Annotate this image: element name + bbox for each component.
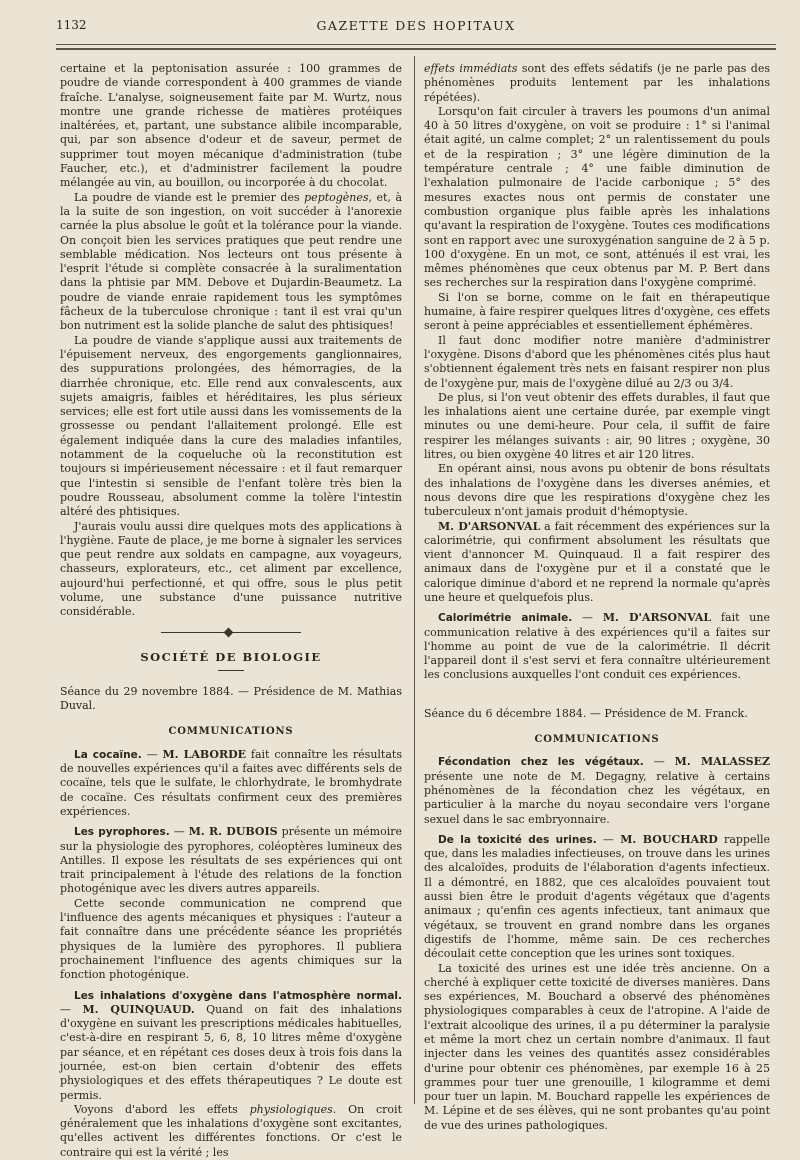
- author-name: M. QUINQUAUD.: [82, 1002, 195, 1016]
- topic-lead: Les inhalations d'oxygène dans l'atmosphère normal.: [74, 989, 402, 1002]
- left-column: [60, 62, 402, 1160]
- emphasis: physiologiques: [249, 1102, 333, 1116]
- topic-lead: De la toxicité des urines.: [438, 833, 597, 846]
- text-run: . On croit généralement que les inhalations d'oxygène sont excitantes, qu'elles activent les différentes fonctions. Or c'est le contraire qui est la vérité ; les: [60, 1102, 402, 1159]
- title-underline: [218, 670, 244, 671]
- section-ornament: [161, 630, 301, 636]
- text-run: Quand on fait des inhalations d'oxygène en suivant les prescriptions médicales habituelles, c'est-à-dire en respirant 5, 6, 8, 10 litres même d'oxygène par séance, et en répétant ces doses deux à trois fois dans la journée, est-on bien certain d'obtenir des effets physiologiques et des effets thérapeutiques ? Le doute est permis.: [60, 1002, 402, 1102]
- paragraph: Il faut donc modifier notre manière d'administrer l'oxygène. Disons d'abord que les phénomènes cités plus haut s'obtiennent également très nets en faisant respirer non plus de l'oxygène pur, mais de l'oxygène dilué au 2/3 ou 3/4.: [424, 333, 770, 390]
- paragraph: Lorsqu'on fait circuler à travers les poumons d'un animal 40 à 50 litres d'oxygène, on voit se produire : 1° si l'animal était agité, un calme complet; 2° un ralentissement du pouls et de la respiration ; 3° une légère diminution de la température centrale ; 4° une faible diminution de l'exhalation pulmonaire de l'acide carbonique ; 5° des mesures exactes nous ont permis de constater une combustion organique plus faible après les inhalations qu'avant la respiration de l'oxygène. Toutes ces modifications sont en rapport avec une suroxygénation sanguine de 2 à 5 p. 100 d'oxygène. En un mot, ce sont, atténués il est vrai, les mêmes phénomènes que ceux obtenus par M. P. Bert dans ses recherches sur la respiration dans l'oxygène comprimé.: [424, 104, 770, 290]
- paragraph: La poudre de viande s'applique aussi aux traitements de l'épuisement nerveux, des engorgements ganglionnaires, des suppurations prolongées, des hémorragies, de la diarrhée chronique, etc. Elle rend aux convalescents, aux sujets amaigris, faibles et héréditaires, les plus sérieux services; elle est fort utile aussi dans les vomissements de la grossesse ou pendant l'allaitement prolongé. Elle est également indiquée dans la cure des maladies infantiles, notamment de la coqueluche où la reconstitution est toujours si impérieusement nécessaire : et il faut remarquer que l'intestin si sensible de l'enfant tolère très bien la poudre Rousseau, absolument comme la tolère l'intestin altéré des phtisiques.: [60, 333, 402, 519]
- header-rule-thick: [56, 48, 776, 50]
- communications-heading: COMMUNICATIONS: [534, 734, 660, 746]
- text-run: rappelle que, dans les maladies infectieuses, on trouve dans les urines des alcaloïdes, produits de l'élaboration d'agents infectieux. Il a démontré, en 1882, que ces alcaloïdes pouvaient tout aussi bien être le produit d'agents végétaux que d'agents animaux ; qu'enfin ces agents infectieux, tant animaux que végétaux, se trouvent en grand nombre dans les organes digestifs de l'homme, même sain. De ces recherches découlait cette conception que les urines sont toxiques.: [424, 832, 771, 961]
- text-run: sont des effets sédatifs (je ne parle pas des phénomènes produits lentement par les inhalations répétées).: [424, 62, 770, 104]
- text-run: Voyons d'abord les effets: [74, 1102, 250, 1116]
- text-run: fait connaître les résultats de nouvelles expériences qu'il a faites avec différents sels de cocaïne, tels que le sulfate, le chlorhydrate, le bromhydrate de cocaïne. Ces résultats confirment ceux des premières expériences.: [60, 747, 402, 818]
- emphasis: peptogènes: [304, 190, 369, 204]
- header-rule-thin: [56, 44, 776, 45]
- communications-heading: COMMUNICATIONS: [168, 726, 294, 738]
- communication-fecondation: Fécondation chez les végétaux. — M. MALASSEZ présente une note de M. Degagny, relative à certains phénomènes de la fécondation chez les végétaux, en particulier à la marche du noyau secondaire vers l'organe sexuel dans le sac embryonnaire.: [424, 755, 770, 826]
- paragraph: La toxicité des urines est une idée très ancienne. On a cherché à expliquer cette toxicité de diverses manières. Dans ses expériences, M. Bouchard a observé des phénomènes physiologiques comparables à ceux de l'atropine. A l'aide de l'extrait alcoolique des urines, il a pu déterminer la paralysie et même la mort chez un certain nombre d'animaux. Il faut injecter dans les veines des quantités assez considérables d'urine pour obtenir ces phénomènes, par exemple 16 à 25 grammes pour tuer une grenouille, 1 kilogramme et demi pour tuer un lapin. M. Bouchard rappelle les expériences de M. Lépine et de ses élèves, qui ne sont probantes qu'au point de vue des urines pathologiques.: [424, 961, 770, 1132]
- communication-pyrophores: Les pyrophores. — M. R. DUBOIS présente un mémoire sur la physiologie des pyrophores, coléoptères lumineux des Antilles. Il expose les résultats de ses expériences qui ont trait principalement à l'étude des relations de la fonction photogénique avec les divers autres appareils.: [60, 825, 402, 896]
- communication-arsonval: [424, 520, 770, 606]
- column-divider: [414, 56, 415, 1104]
- text-run: présente un mémoire sur la physiologie des pyrophores, coléoptères lumineux des Antilles. Il expose les résultats de ses expériences qui ont trait principalement à l'étude des relations de la fonction photogénique avec les divers autres appareils.: [60, 825, 402, 896]
- author-name: M. BOUCHARD: [620, 832, 718, 846]
- text-run: fait une communication relative à des expériences qu'il a faites sur l'homme au point de vue de la calorimétrie. Il décrit l'appareil dont il s'est servi et fera connaître ultérieurement les conclusions auxquelles l'ont conduit ces expériences.: [424, 611, 770, 682]
- author-name: M. MALASSEZ: [674, 755, 770, 769]
- section-title: SOCIÉTÉ DE BIOLOGIE: [140, 649, 322, 664]
- session-line: Séance du 29 novembre 1884. — Présidence de M. Mathias Duval.: [60, 684, 402, 713]
- topic-lead: Les pyrophores.: [74, 826, 170, 839]
- page-number: 1132: [56, 18, 87, 32]
- text-run: , et, à la la suite de son ingestion, on voit succéder à l'anorexie carnée la plus absolue le goût et la tolérance pour la viande. On conçoit bien les services pratiques que peut rendre une semblable médication. Nos lecteurs ont tous présente à l'esprit l'étude si complète consacrée à la suralimentation dans la phtisie par MM. Debove et Dujardin-Beaumetz. La poudre de viande enraie rapidement tous les symptômes fâcheux de la tuberculose chronique : tant il est vrai qu'un bon nutriment est la solide planche de salut des phtisiques!: [60, 190, 402, 333]
- topic-lead: Calorimétrie animale.: [438, 612, 573, 625]
- paragraph: J'aurais voulu aussi dire quelques mots des applications à l'hygiène. Faute de place, je me borne à signaler les services que peut rendre aux soldats en campagne, aux voyageurs, chasseurs, explorateurs, etc., cet aliment par excellence, aujourd'hui perfectionné, et qui offre, sous le plus petit volume, une substance d'une puissance nutritive considérable.: [60, 519, 402, 619]
- paragraph: Cette seconde communication ne comprend que l'influence des agents mécaniques et physiques : l'auteur a fait connaître dans une précédente séance les propriétés physiques de la lumière des pyrophores. Il publiera prochainement l'influence des agents chimiques sur la fonction photogénique.: [60, 896, 402, 982]
- author-name: M. D'ARSONVAL: [438, 519, 541, 533]
- paragraph: Si l'on se borne, comme on le fait en thérapeutique humaine, à faire respirer quelques litres d'oxygène, ces effets seront à peine appréciables et essentiellement éphémères.: [424, 290, 770, 333]
- text-run: présente une note de M. Degagny, relative à certains phénomènes de la fécondation chez les végétaux, en particulier à la marche du noyau secondaire vers l'organe sexuel dans le sac embryonnaire.: [424, 769, 770, 826]
- right-column: [424, 62, 770, 1133]
- page-header: [56, 16, 776, 40]
- paragraph: certaine et la peptonisation assurée : 100 grammes de poudre de viande correspondent à 400 grammes de viande fraîche. L'analyse, soigneusement faite par M. Wurtz, nous montre une grande richesse de matières protéiques inaltérées, et, partant, une substance alibile incomparable, qui, par son absence d'odeur et de saveur, permet de supprimer tout moyen mécanique d'administration (tube Faucher, etc.), et d'administrer facilement la poudre mélangée au vin, au bouillon, ou incorporée à du chocolat.: [60, 62, 402, 190]
- text-run: a fait récemment des expériences sur la calorimétrie, qui confirment absolument les résultats que vient d'annoncer M. Quinquaud. Il a fait respirer des animaux dans de l'oxygène pur et il a constaté que le calorique diminue d'abord et ne reprend la normale qu'après une heure et quelquefois plus.: [424, 519, 770, 604]
- paragraph: [424, 62, 770, 105]
- diamond-icon: [224, 627, 234, 637]
- paragraph: En opérant ainsi, nous avons pu obtenir de bons résultats des inhalations de l'oxygène dans les diverses anémies, et nous devons dire que les respirations d'oxygène chez les tuberculeux n'ont jamais produit d'hémoptysie.: [424, 462, 770, 519]
- paragraph: [60, 1103, 402, 1160]
- communication-cocaine: La cocaïne. — M. LABORDE fait connaître les résultats de nouvelles expériences qu'il a faites avec différents sels de cocaïne, tels que le sulfate, le chlorhydrate, le bromhydrate de cocaïne. Ces résultats confirment ceux des premières expériences.: [60, 747, 402, 818]
- author-name: M. D'ARSONVAL: [602, 611, 712, 625]
- emphasis: effets immédiats: [424, 62, 518, 75]
- paragraph: [60, 191, 402, 334]
- running-title: GAZETTE DES HOPITAUX: [316, 18, 516, 33]
- topic-lead: Fécondation chez les végétaux.: [438, 756, 644, 769]
- topic-lead: La cocaïne.: [74, 748, 142, 761]
- communication-calorimetrie: Calorimétrie animale. — M. D'ARSONVAL fait une communication relative à des expériences qu'il a faites sur l'homme au point de vue de la calorimétrie. Il décrit l'appareil dont il s'est servi et fera connaître ultérieurement les conclusions auxquelles l'ont conduit ces expériences.: [424, 611, 770, 682]
- text-run: La poudre de viande est le premier des: [74, 190, 305, 204]
- communication-inhalations: Les inhalations d'oxygène dans l'atmosphère normal. — M. QUINQUAUD. Quand on fait des inhalations d'oxygène en suivant les prescriptions médicales habituelles, c'est-à-dire en respirant 5, 6, 8, 10 litres même d'oxygène par séance, et en répétant ces doses deux à trois fois dans la journée, est-on bien certain d'obtenir des effets physiologiques et des effets thérapeutiques ? Le doute est permis.: [60, 989, 402, 1102]
- paragraph: De plus, si l'on veut obtenir des effets durables, il faut que les inhalations aient une certaine durée, par exemple vingt minutes ou une demi-heure. Pour cela, il suffit de faire respirer les mélanges suivants : air, 90 litres ; oxygène, 30 litres, ou bien oxygène 40 litres et air 120 litres.: [424, 390, 770, 462]
- communication-toxicite: De la toxicité des urines. — M. BOUCHARD rappelle que, dans les maladies infectieuses, on trouve dans les urines des alcaloïdes, produits de l'élaboration d'agents infectieux. Il a démontré, en 1882, que ces alcaloïdes pouvaient tout aussi bien être le produit d'agents végétaux que d'agents animaux ; qu'enfin ces agents infectieux, tant animaux que végétaux, se trouvent en grand nombre dans les organes digestifs de l'homme, même sain. De ces recherches découlait cette conception que les urines sont toxiques.: [424, 832, 771, 961]
- author-name: M. LABORDE: [162, 747, 247, 761]
- author-name: M. R. DUBOIS: [188, 825, 278, 839]
- session-line: Séance du 6 décembre 1884. — Présidence de M. Franck.: [424, 706, 748, 720]
